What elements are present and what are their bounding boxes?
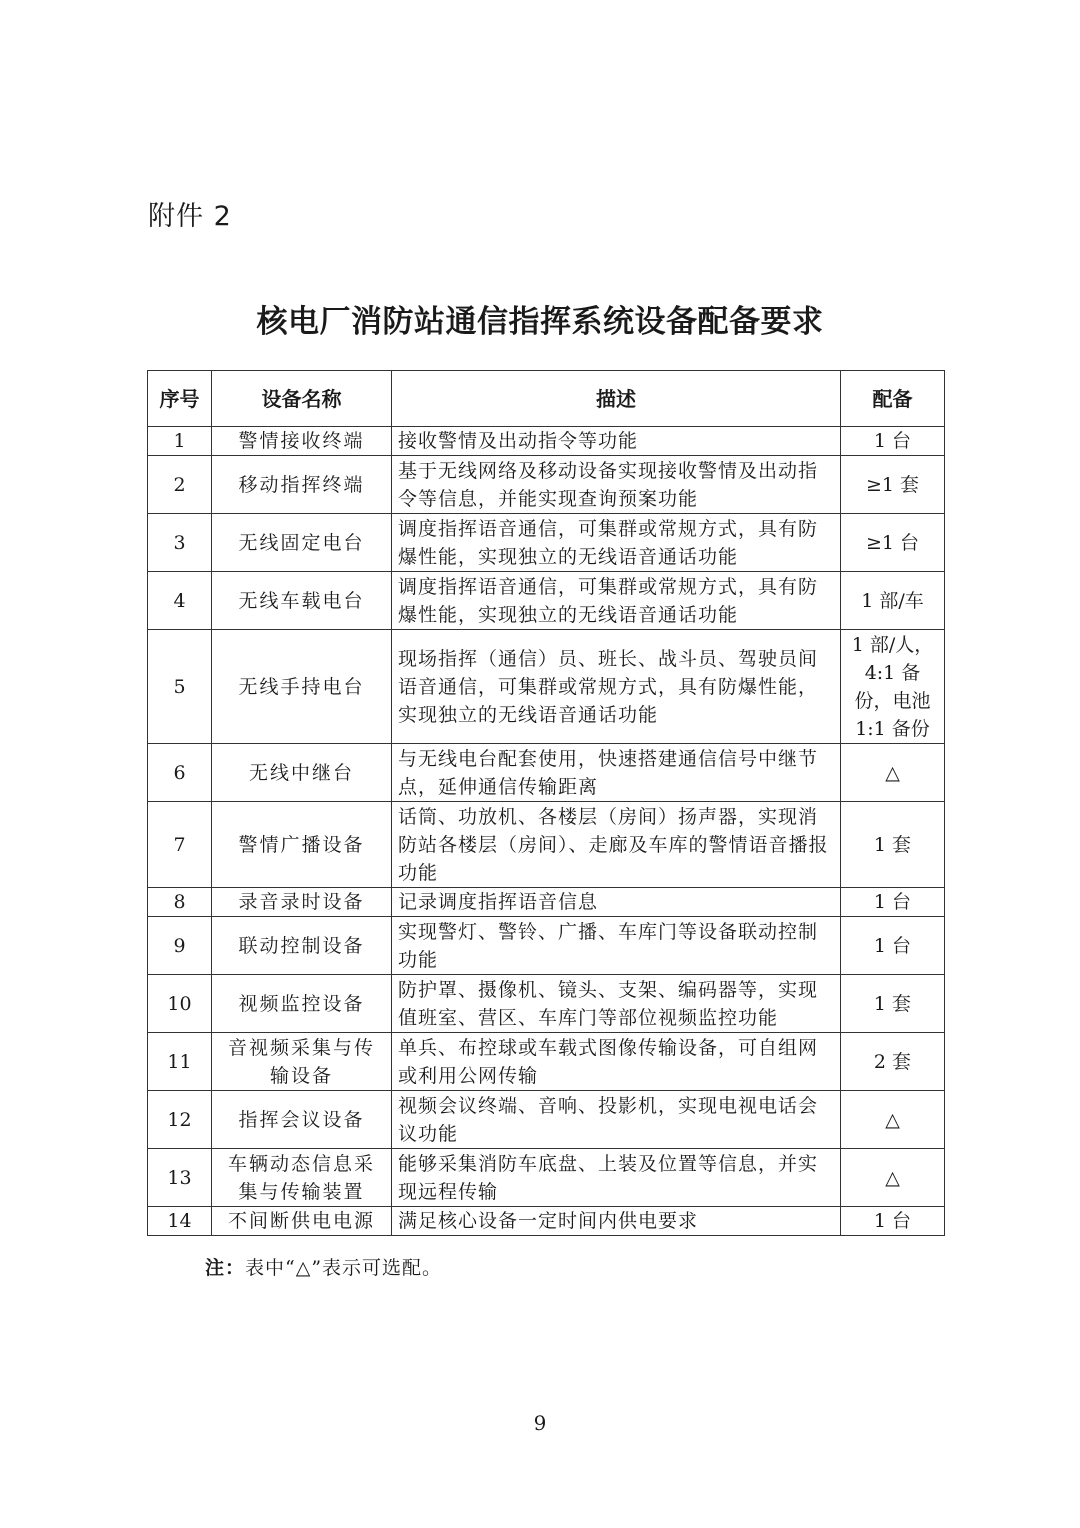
equipment-description: 现场指挥（通信）员、班长、战斗员、驾驶员间语音通信，可集群或常规方式，具有防爆性能，实现独立的无线语音通话功能 xyxy=(392,630,841,744)
equipment-quantity: △ xyxy=(841,744,945,802)
equipment-name: 警情广播设备 xyxy=(212,802,392,888)
equipment-description: 单兵、布控球或车载式图像传输设备，可自组网或利用公网传输 xyxy=(392,1033,841,1091)
table-row xyxy=(148,975,945,1033)
equipment-name: 无线车载电台 xyxy=(212,572,392,630)
row-number: 11 xyxy=(148,1033,212,1091)
equipment-quantity: ≥1 台 xyxy=(841,514,945,572)
table-body xyxy=(148,427,945,1236)
equipment-name: 不间断供电电源 xyxy=(212,1207,392,1236)
attachment-label: 附件 2 xyxy=(148,201,232,232)
equipment-description: 基于无线网络及移动设备实现接收警情及出动指令等信息，并能实现查询预案功能 xyxy=(392,456,841,514)
header-desc: 描述 xyxy=(392,371,841,427)
table-row xyxy=(148,456,945,514)
table-row xyxy=(148,802,945,888)
table-row xyxy=(148,1033,945,1091)
table-row xyxy=(148,427,945,456)
equipment-quantity: 1 台 xyxy=(841,917,945,975)
table-row xyxy=(148,1091,945,1149)
equipment-name: 移动指挥终端 xyxy=(212,456,392,514)
equipment-description: 视频会议终端、音响、投影机，实现电视电话会议功能 xyxy=(392,1091,841,1149)
equipment-name: 联动控制设备 xyxy=(212,917,392,975)
equipment-description: 防护罩、摄像机、镜头、支架、编码器等，实现值班室、营区、车库门等部位视频监控功能 xyxy=(392,975,841,1033)
equipment-quantity: 1 部/人，4:1 备份，电池 1:1 备份 xyxy=(841,630,945,744)
equipment-name: 音视频采集与传输设备 xyxy=(212,1033,392,1091)
equipment-name: 指挥会议设备 xyxy=(212,1091,392,1149)
equipment-description: 话筒、功放机、各楼层（房间）扬声器，实现消防站各楼层（房间）、走廊及车库的警情语音播报功能 xyxy=(392,802,841,888)
equipment-quantity: 1 部/车 xyxy=(841,572,945,630)
equipment-name: 视频监控设备 xyxy=(212,975,392,1033)
table-row xyxy=(148,514,945,572)
page-number: 9 xyxy=(533,1411,547,1435)
equipment-quantity: 2 套 xyxy=(841,1033,945,1091)
row-number: 3 xyxy=(148,514,212,572)
equipment-name: 无线固定电台 xyxy=(212,514,392,572)
equipment-quantity: △ xyxy=(841,1149,945,1207)
equipment-description: 接收警情及出动指令等功能 xyxy=(392,427,841,456)
equipment-quantity: 1 套 xyxy=(841,802,945,888)
equipment-quantity: 1 台 xyxy=(841,888,945,917)
row-number: 6 xyxy=(148,744,212,802)
equipment-description: 能够采集消防车底盘、上装及位置等信息，并实现远程传输 xyxy=(392,1149,841,1207)
equipment-description: 记录调度指挥语音信息 xyxy=(392,888,841,917)
row-number: 4 xyxy=(148,572,212,630)
table-row xyxy=(148,572,945,630)
header-no: 序号 xyxy=(148,371,212,427)
note-text: 表中“△”表示可选配。 xyxy=(245,1257,443,1279)
equipment-description: 调度指挥语音通信，可集群或常规方式，具有防爆性能，实现独立的无线语音通话功能 xyxy=(392,572,841,630)
row-number: 9 xyxy=(148,917,212,975)
note-label: 注： xyxy=(205,1257,246,1279)
table-row xyxy=(148,630,945,744)
equipment-quantity: 1 台 xyxy=(841,427,945,456)
header-name: 设备名称 xyxy=(212,371,392,427)
table-header-row xyxy=(148,371,945,427)
equipment-name: 无线手持电台 xyxy=(212,630,392,744)
table-row xyxy=(148,888,945,917)
table-row xyxy=(148,1207,945,1236)
equipment-quantity: 1 台 xyxy=(841,1207,945,1236)
row-number: 2 xyxy=(148,456,212,514)
row-number: 13 xyxy=(148,1149,212,1207)
equipment-name: 录音录时设备 xyxy=(212,888,392,917)
equipment-description: 实现警灯、警铃、广播、车库门等设备联动控制功能 xyxy=(392,917,841,975)
equipment-table xyxy=(147,370,945,1236)
table-note xyxy=(205,1253,442,1280)
row-number: 5 xyxy=(148,630,212,744)
table-row xyxy=(148,744,945,802)
document-title: 核电厂消防站通信指挥系统设备配备要求 xyxy=(256,304,824,340)
equipment-name: 车辆动态信息采集与传输装置 xyxy=(212,1149,392,1207)
equipment-name: 警情接收终端 xyxy=(212,427,392,456)
row-number: 8 xyxy=(148,888,212,917)
row-number: 14 xyxy=(148,1207,212,1236)
equipment-name: 无线中继台 xyxy=(212,744,392,802)
equipment-description: 调度指挥语音通信，可集群或常规方式，具有防爆性能，实现独立的无线语音通话功能 xyxy=(392,514,841,572)
table-row xyxy=(148,917,945,975)
row-number: 1 xyxy=(148,427,212,456)
equipment-quantity: ≥1 套 xyxy=(841,456,945,514)
equipment-description: 与无线电台配套使用，快速搭建通信信号中继节点，延伸通信传输距离 xyxy=(392,744,841,802)
table-row xyxy=(148,1149,945,1207)
equipment-quantity: 1 套 xyxy=(841,975,945,1033)
equipment-quantity: △ xyxy=(841,1091,945,1149)
row-number: 12 xyxy=(148,1091,212,1149)
row-number: 10 xyxy=(148,975,212,1033)
equipment-description: 满足核心设备一定时间内供电要求 xyxy=(392,1207,841,1236)
row-number: 7 xyxy=(148,802,212,888)
header-qty: 配备 xyxy=(841,371,945,427)
